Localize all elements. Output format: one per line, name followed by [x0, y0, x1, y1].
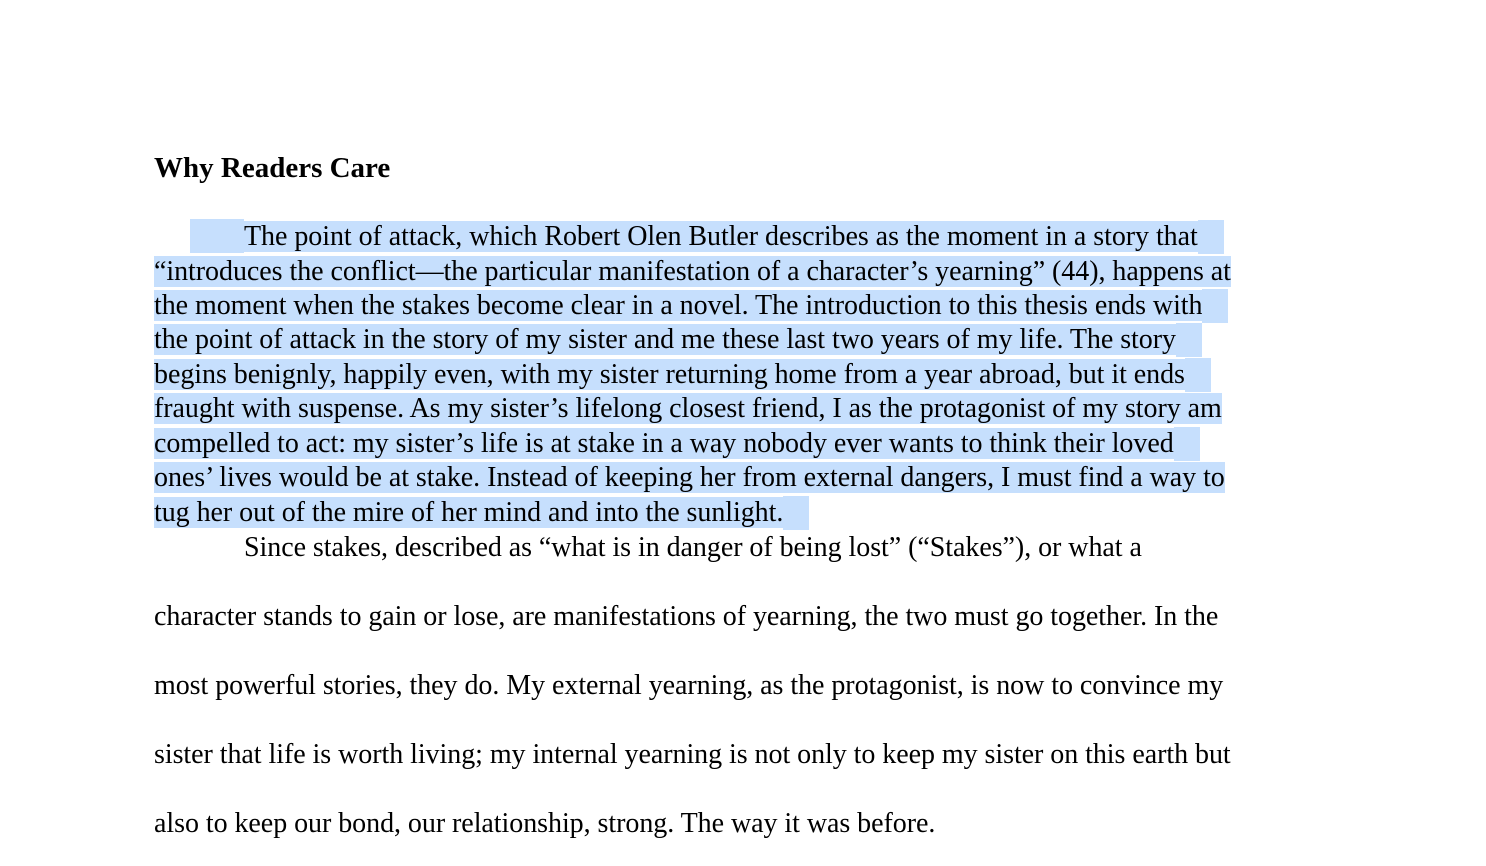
paragraph-line[interactable]: “introduces the conflict—the particular manifestation of a character’s yearning” (44), happens at	[154, 256, 1231, 287]
paragraph-line[interactable]: fraught with suspense. As my sister’s lifelong closest friend, I as the protagonist of my story am	[154, 393, 1222, 424]
paragraph-line[interactable]: ones’ lives would be at stake. Instead of keeping her from external dangers, I must find a way to	[154, 462, 1225, 493]
section-heading: Why Readers Care	[154, 152, 391, 184]
paragraph-line[interactable]: the moment when the stakes become clear in a novel. The introduction to this thesis ends with	[154, 289, 1228, 323]
paragraph-line[interactable]: Since stakes, described as “what is in danger of being lost” (“Stakes”), or what a	[244, 532, 1142, 563]
paragraph-line[interactable]: also to keep our bond, our relationship, strong. The way it was before.	[154, 808, 936, 839]
paragraph-line[interactable]: The point of attack, which Robert Olen Butler describes as the moment in a story that	[244, 220, 1224, 254]
paragraph-line[interactable]: character stands to gain or lose, are manifestations of yearning, the two must go together. In the	[154, 601, 1219, 632]
paragraph-line[interactable]: most powerful stories, they do. My external yearning, as the protagonist, is now to convince my	[154, 670, 1224, 701]
selection-indent-highlight	[190, 219, 244, 253]
paragraph-line[interactable]: the point of attack in the story of my sister and me these last two years of my life. The story	[154, 323, 1202, 357]
paragraph-line[interactable]: begins benignly, happily even, with my sister returning home from a year abroad, but it ends	[154, 358, 1211, 392]
paragraph-line[interactable]: compelled to act: my sister’s life is at stake in a way nobody ever wants to think their loved	[154, 427, 1200, 461]
paragraph-line[interactable]: tug her out of the mire of her mind and into the sunlight.	[154, 496, 809, 530]
paragraph-line[interactable]: sister that life is worth living; my internal yearning is not only to keep my sister on this earth but	[154, 739, 1231, 770]
